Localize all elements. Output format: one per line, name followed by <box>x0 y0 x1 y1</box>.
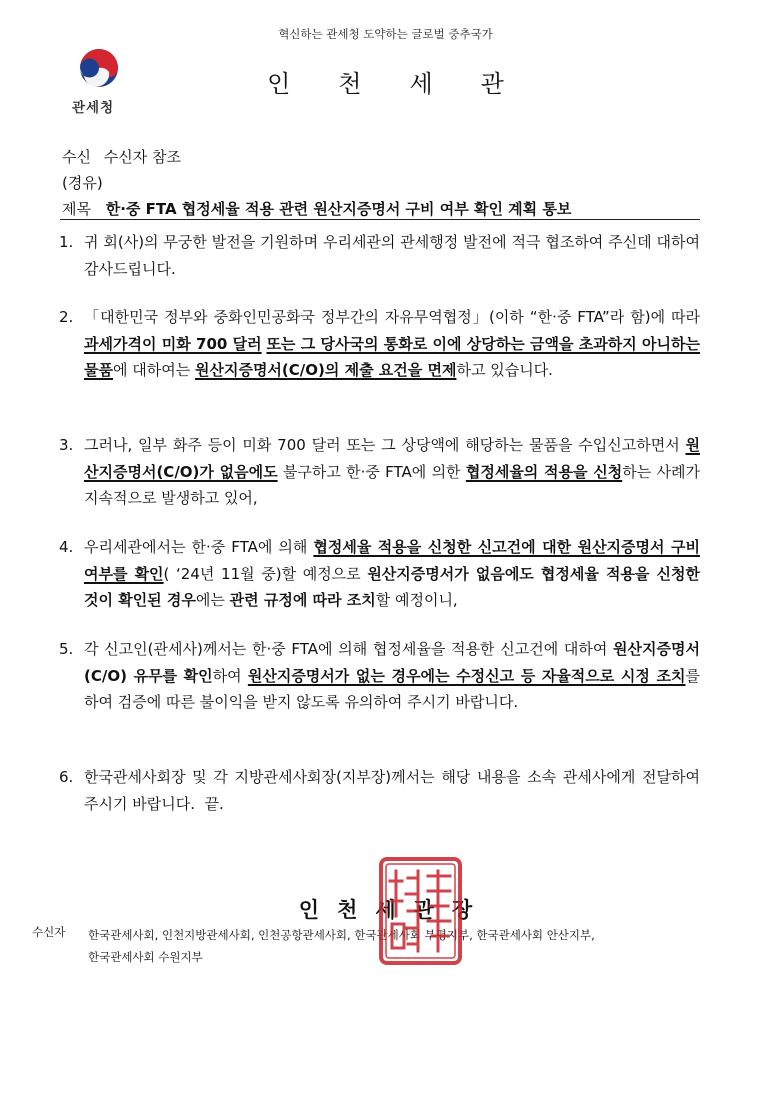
paragraph-body <box>59 636 700 716</box>
paragraph-text: 한국관세사회장 및 각 지방관세사회장(지부장)께서는 해당 내용을 소속 관세사에게 전달하여 주시기 바랍니다. <box>84 768 700 813</box>
paragraph-6 <box>59 764 700 817</box>
paragraph-text: 할 예정이니, <box>375 591 458 609</box>
paragraph-number: 3. <box>59 436 74 454</box>
end-mark: 끝. <box>204 794 224 813</box>
recipient-label: 수신 <box>62 148 91 166</box>
official-seal <box>378 856 463 966</box>
paragraph-text: 에는 <box>195 591 230 609</box>
paragraph-text: 하는 사례가 지속적으로 발생하고 있어, <box>84 462 700 507</box>
paragraph-body <box>59 432 700 512</box>
emphasis-text: 과세가격이 미화 700 달러 <box>84 334 262 353</box>
emphasis-text: 협정세율 적용을 신청한 신고건에 대한 원산지증명서 구비 여부를 확인 <box>84 538 700 583</box>
bold-text: 원산지증명서가 없음에도 협정세율 적용을 신청한 것이 확인된 경우 <box>84 564 700 609</box>
emphasis-text: 원산지증명서가 없는 경우에는 수정신고 등 자율적으로 시정 조치 <box>247 666 686 685</box>
emphasis-text: 원산지증명서(C/O)의 제출 요건을 면제 <box>194 361 457 379</box>
slogan-text: 혁신하는 관세청 도약하는 글로벌 중추국가 <box>278 27 493 41</box>
emphasis-text: 또는 그 당사국의 통화로 이에 상당하는 금액을 초과하지 아니하는 물품 <box>84 334 700 379</box>
paragraph-text: 하여 <box>212 666 248 685</box>
paragraph-text: 각 신고인(관세사)께서는 한·중 FTA에 의해 협정세율을 적용한 신고건에 대하여 <box>84 640 614 658</box>
paragraph-body <box>59 534 700 614</box>
paragraph-number: 5. <box>59 640 74 658</box>
subject-text: 한·중 FTA 협정세율 적용 관련 원산지증명서 구비 여부 확인 계획 통보 <box>105 200 572 218</box>
paragraph-number: 1. <box>59 233 74 251</box>
paragraph-text: 「대한민국 정부와 중화인민공화국 정부간의 자유무역협정」(이하 “한·중 FTA”라 함)에 따라 <box>84 308 700 326</box>
paragraph-1 <box>59 229 700 282</box>
paragraph-5 <box>59 636 700 716</box>
paragraph-text: 귀 회(사)의 무궁한 발전을 기원하며 우리세관의 관세행정 발전에 적극 협조하여 주신데 대하여 감사드립니다. <box>84 233 700 278</box>
subject-divider <box>60 219 700 220</box>
agency-name: 인천세관 <box>267 70 552 98</box>
cc-label: 수신자 <box>32 925 66 939</box>
cc-line: 한국관세사회 수원지부 <box>88 950 203 964</box>
recipient-value: 수신자 참조 <box>103 148 181 166</box>
bold-text: 관련 규정에 따라 조치 <box>229 591 376 609</box>
logo-text: 관세청 <box>72 100 115 116</box>
paragraph-text: 불구하고 한·중 FTA에 의한 <box>277 462 466 481</box>
paragraph-text: 를 하여 검증에 따른 불이익을 받지 않도록 유의하여 주시기 바랍니다. <box>84 666 700 711</box>
emphasis-text: 원산지증명서(C/O)가 없음에도 <box>84 436 700 481</box>
paragraph-number: 4. <box>59 538 74 556</box>
paragraph-body <box>59 764 700 817</box>
paragraph-text: ( ‘24년 11월 중)할 예정으로 <box>163 564 368 583</box>
subject-label: 제목 <box>62 200 91 218</box>
paragraph-2 <box>59 304 700 384</box>
paragraph-number: 2. <box>59 308 74 326</box>
paragraph-text: 에 대하여는 <box>112 361 195 379</box>
subject-row <box>62 198 571 219</box>
paragraph-body <box>59 304 700 384</box>
paragraph-3 <box>59 432 700 512</box>
chief-title: 인천세관장 <box>298 898 491 922</box>
paragraph-text: 우리세관에서는 한·중 FTA에 의해 <box>84 538 314 556</box>
bold-text: 원산지증명서(C/O) 유무를 확인 <box>84 640 700 685</box>
paragraph-text: 그러나, 일부 화주 등이 미화 700 달러 또는 그 상당액에 해당하는 물품을 수입신고하면서 <box>84 436 686 454</box>
recipient-row <box>62 146 181 167</box>
paragraph-4 <box>59 534 700 614</box>
cc-line: 한국관세사회, 인천지방관세사회, 인천공항관세사회, 한국관세사회 부평지부, 한국관세사회 안산지부, <box>88 928 595 942</box>
paragraph-number: 6. <box>59 768 74 786</box>
paragraph-body <box>59 229 700 282</box>
via-row: (경유) <box>62 174 103 192</box>
paragraph-text: 하고 있습니다. <box>456 361 553 379</box>
emphasis-text: 협정세율의 적용을 신청 <box>465 462 623 481</box>
